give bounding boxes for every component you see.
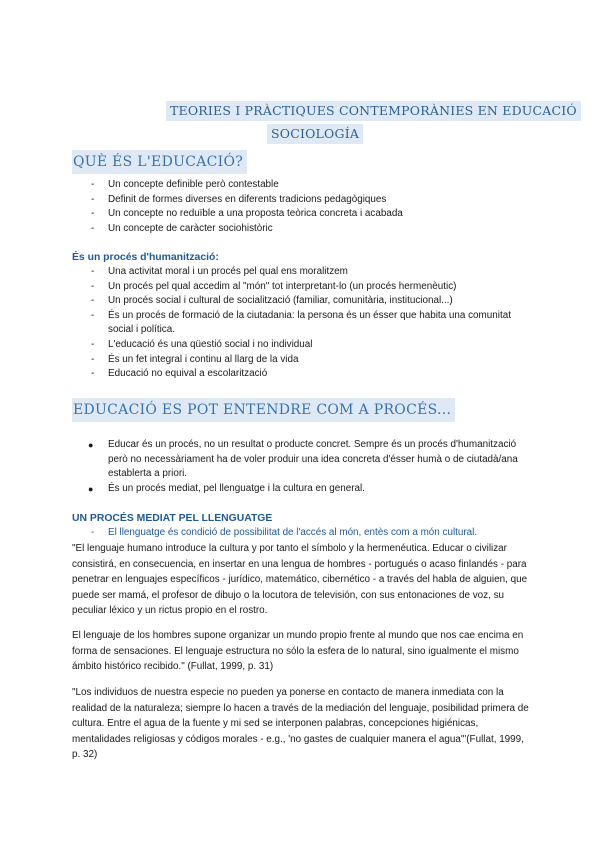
- list-item: - És un procés de formació de la ciutadania: la persona és un ésser que habita una comunitat social i política.: [91, 309, 511, 336]
- subheading-proces-mediat: UN PROCÉS MEDIAT PEL LLENGUATGE: [72, 513, 273, 524]
- list-item: - L'educació és una qüestió social i no individual: [91, 338, 313, 350]
- list-item: - És un fet integral i continu al llarg de la vida: [91, 353, 299, 365]
- humanization-list: [0, 265, 600, 382]
- definition-list: [0, 178, 600, 236]
- quote-paragraph-3: "Los individuos de nuestra especie no pueden ya ponerse en contacto de manera inmediata con la realidad de la naturaleza; siempre lo hacen a través de la mediación del lenguaje, posibilidad primera de cultura. Entre el agua de la fuente y mi sed se interponen palabras, concepciones higiénicas, mentalidades religiosas y códigos morales - e.g., 'no gastes de cualquier manera el agua'"(Fullat, 1999, p. 32): [72, 687, 529, 760]
- list-item: - Un concepte definible però contestable: [91, 179, 279, 190]
- list-item: - Un concepte no reduïble a una proposta teòrica concreta i acabada: [91, 208, 403, 220]
- subheading-proces-humanitzacio: És un procés d'humanització:: [72, 252, 219, 263]
- quote-paragraph-1: "El lenguaje humano introduce la cultura y por tanto el símbolo y la hermenéutica. Educar o civilizar consistirá, en consecuencia, en insertar en una lengua de hombres - portugués o acaso finlandés - para penetrar en lenguajes específicos - jurídico, matemático, cibernético - a través del habla de alguien, que puede ser mamá, el profesor de dibujo o la locutora de televisión, con sus entonaciones de voz, su peculiar léxico y un rictus propio en el rostro.: [72, 543, 528, 616]
- list-item: - Definit de formes diverses en diferents tradicions pedagògiques: [91, 193, 387, 205]
- list-item: - El llenguatge és condició de possibilitat de l'accés al món, entès com a món cultural.: [91, 527, 478, 538]
- list-item: ● Educar és un procés, no un resultat o producte concret. Sempre és un procés d'humanització però no necessàriament ha de voler produir una idea concreta d'ésser humà o de ciutadà/ana establerta a priori.: [88, 439, 518, 480]
- document-subtitle: SOCIOLOGÍA: [267, 124, 363, 144]
- process-bullet-list: [0, 438, 600, 496]
- section-heading-proces: EDUCACIÓ ES POT ENTENDRE COM A PROCÉS...: [72, 398, 455, 422]
- list-item: - Una activitat moral i un procés pel qual ens moralitzem: [91, 266, 348, 277]
- section-heading-que-es-educacio: QUÈ ÉS L'EDUCACIÓ?: [72, 150, 247, 174]
- list-item: - Un procés pel qual accedim al "món" tot interpretant-lo (un procés hermenèutic): [91, 280, 457, 292]
- list-item: - Educació no equival a escolarització: [91, 368, 268, 380]
- list-item: - Un concepte de caràcter sociohistòric: [91, 222, 273, 234]
- quote-paragraph-2: El lenguaje de los hombres supone organizar un mundo propio frente al mundo que nos cae encima en forma de sensaciones. El lenguaje estructura no sólo la esfera de lo natural, sino igualmente el mismo ámbito histórico recibido." (Fullat, 1999, p. 31): [72, 630, 524, 672]
- list-item: - Un procés social i cultural de socialització (familiar, comunitària, institucional...): [91, 295, 453, 307]
- list-item: ● És un procés mediat, pel llenguatge i la cultura en general.: [88, 482, 365, 494]
- document-title: TEORIES I PRÀCTIQUES CONTEMPORÀNIES EN EDUCACIÓ: [166, 101, 581, 121]
